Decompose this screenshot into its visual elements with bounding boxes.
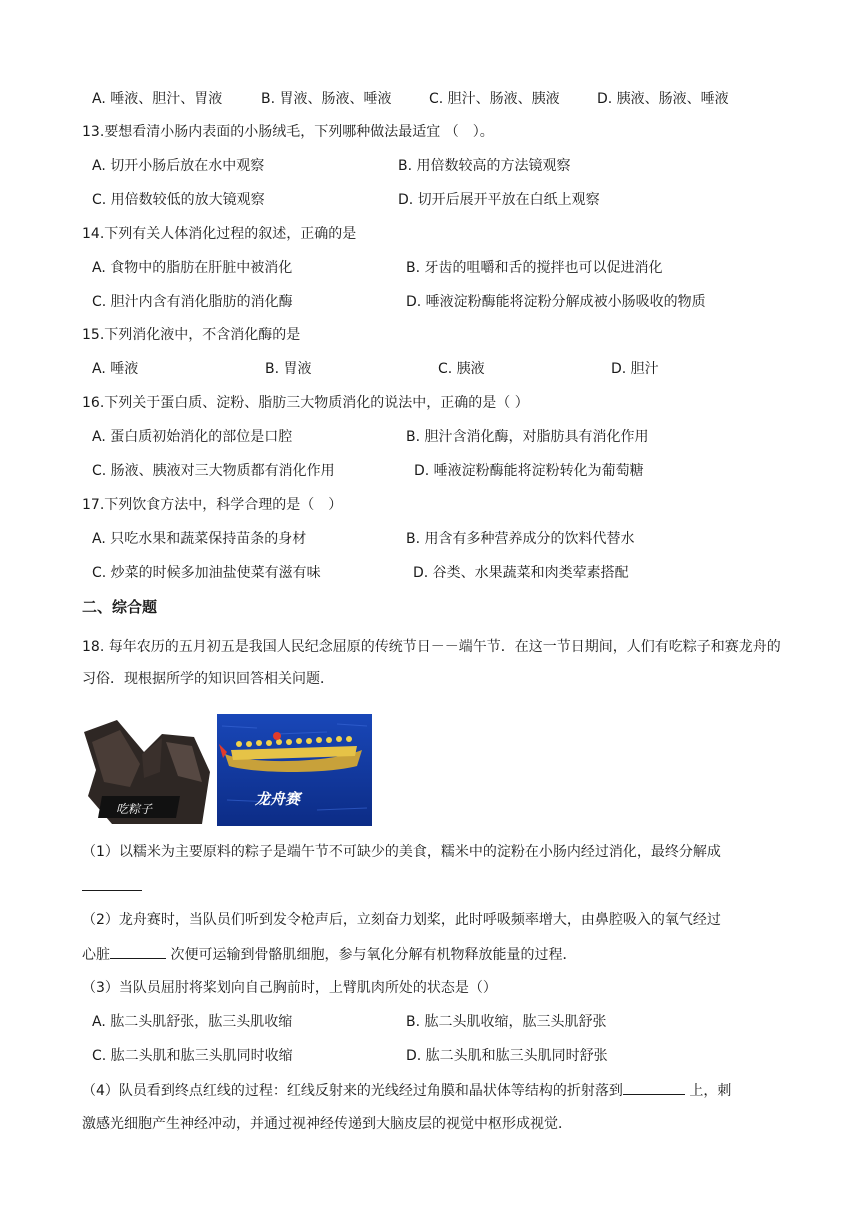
q13-option-c: C. 用倍数较低的放大镜观察 bbox=[92, 192, 265, 208]
q18-part3-option-b: B. 肱二头肌收缩，肱三头肌舒张 bbox=[406, 1014, 607, 1030]
q13-stem: 13.要想看清小肠内表面的小肠绒毛，下列哪种做法最适宜 （ ）。 bbox=[82, 124, 494, 140]
q16-option-c: C. 肠液、胰液对三大物质都有消化作用 bbox=[92, 463, 335, 479]
q15-option-c: C. 胰液 bbox=[438, 361, 485, 377]
dragon-boat-image bbox=[217, 714, 372, 826]
q18-part3-option-c: C. 肱二头肌和肱三头肌同时收缩 bbox=[92, 1048, 293, 1064]
q18-part2-line2 bbox=[82, 944, 576, 965]
q14-option-c: C. 胆汁内含有消化脂肪的消化酶 bbox=[92, 294, 293, 310]
zongzi-caption: 吃粽子 bbox=[116, 802, 153, 816]
q12-option-d: D. 胰液、肠液、唾液 bbox=[597, 91, 729, 107]
q18-part4-line2: 激感光细胞产生神经冲动，并通过视神经传递到大脑皮层的视觉中枢形成视觉． bbox=[82, 1116, 572, 1132]
q16-option-b: B. 胆汁含消化酶，对脂肪具有消化作用 bbox=[406, 429, 649, 445]
q17-option-d: D. 谷类、水果蔬菜和肉类荤素搭配 bbox=[413, 565, 629, 581]
q14-option-b: B. 牙齿的咀嚼和舌的搅拌也可以促进消化 bbox=[406, 260, 663, 276]
q18-part2-line1: （2）龙舟赛时，当队员们听到发令枪声后，立刻奋力划桨，此时呼吸频率增大，由鼻腔吸入的氧气经过 bbox=[82, 912, 721, 928]
q17-option-a: A. 只吃水果和蔬菜保持苗条的身材 bbox=[92, 531, 307, 547]
q18-part4-blank bbox=[623, 1080, 685, 1095]
q14-option-d: D. 唾液淀粉酶能将淀粉分解成被小肠吸收的物质 bbox=[406, 294, 706, 310]
q14-stem: 14.下列有关人体消化过程的叙述，正确的是 bbox=[82, 226, 357, 242]
q17-option-b: B. 用含有多种营养成分的饮料代替水 bbox=[406, 531, 635, 547]
q18-part2-before: 心脏 bbox=[82, 947, 110, 963]
section-heading: 二、综合题 bbox=[82, 598, 158, 616]
q13-option-d: D. 切开后展开平放在白纸上观察 bbox=[398, 192, 600, 208]
q18-part1-blank bbox=[82, 890, 142, 891]
q14-option-a: A. 食物中的脂肪在肝脏中被消化 bbox=[92, 260, 293, 276]
q18-part4-after: 上，刺 bbox=[684, 1083, 732, 1099]
q17-stem: 17.下列饮食方法中，科学合理的是（ ） bbox=[82, 497, 343, 513]
q15-stem: 15.下列消化液中，不含消化酶的是 bbox=[82, 327, 301, 343]
q18-intro: 18. 每年农历的五月初五是我国人民纪念屈原的传统节日－－端午节．在这一节日期间，人们有吃粽子和赛龙舟的习俗．现根据所学的知识回答相关问题． bbox=[82, 639, 781, 687]
q18-part3: （3）当队员屈肘将桨划向自己胸前时，上臂肌肉所处的状态是（） bbox=[82, 980, 497, 996]
q17-option-c: C. 炒菜的时候多加油盐使菜有滋有味 bbox=[92, 565, 321, 581]
dragon-boat-caption: 龙舟赛 bbox=[255, 790, 301, 808]
q16-stem: 16.下列关于蛋白质、淀粉、脂肪三大物质消化的说法中，正确的是（ ） bbox=[82, 395, 529, 411]
q15-option-b: B. 胃液 bbox=[265, 361, 312, 377]
zongzi-image bbox=[82, 712, 212, 826]
q18-part3-option-a: A. 肱二头肌舒张，肱三头肌收缩 bbox=[92, 1014, 293, 1030]
q18-part4-line1 bbox=[82, 1080, 731, 1101]
q18-part2-after: 次便可运输到骨骼肌细胞，参与氧化分解有机物释放能量的过程． bbox=[166, 947, 577, 963]
q18-part4-before: （4）队员看到终点红线的过程：红线反射来的光线经过角膜和晶状体等结构的折射落到 bbox=[82, 1083, 623, 1099]
q18-part1: （1）以糯米为主要原料的粽子是端午节不可缺少的美食，糯米中的淀粉在小肠内经过消化，最终分解成 bbox=[82, 844, 721, 860]
q12-option-a: A. 唾液、胆汁、胃液 bbox=[92, 91, 223, 107]
q13-option-a: A. 切开小肠后放在水中观察 bbox=[92, 158, 265, 174]
q18-part2-blank bbox=[110, 944, 166, 959]
q12-option-c: C. 胆汁、肠液、胰液 bbox=[429, 91, 560, 107]
q16-option-a: A. 蛋白质初始消化的部位是口腔 bbox=[92, 429, 293, 445]
q18-part3-option-d: D. 肱二头肌和肱三头肌同时舒张 bbox=[406, 1048, 608, 1064]
q16-option-d: D. 唾液淀粉酶能将淀粉转化为葡萄糖 bbox=[414, 463, 644, 479]
q12-option-b: B. 胃液、肠液、唾液 bbox=[261, 91, 392, 107]
q15-option-a: A. 唾液 bbox=[92, 361, 139, 377]
q13-option-b: B. 用倍数较高的方法镜观察 bbox=[398, 158, 571, 174]
q15-option-d: D. 胆汁 bbox=[611, 361, 659, 377]
